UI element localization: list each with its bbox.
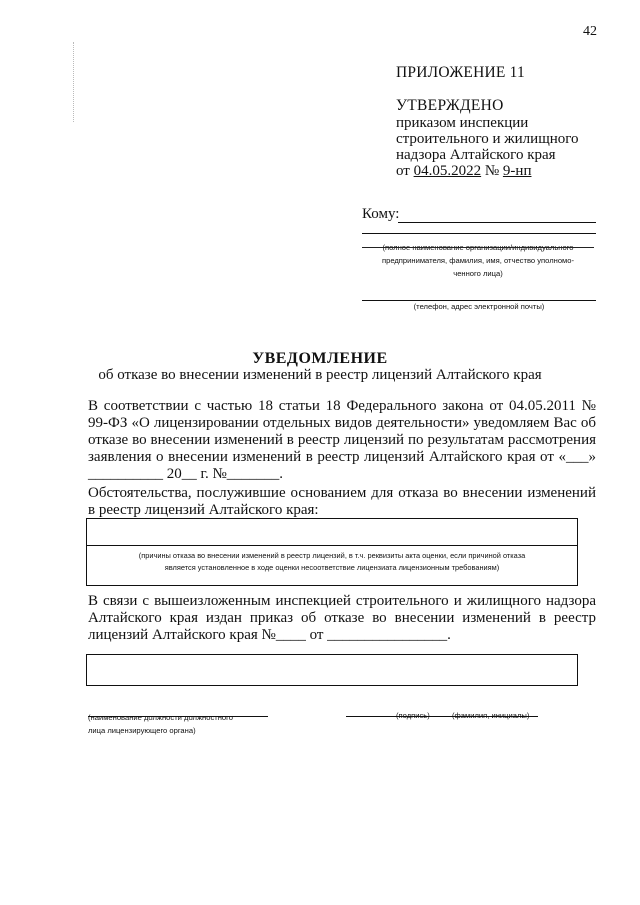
appendix-label: ПРИЛОЖЕНИЕ 11 xyxy=(396,64,525,81)
reasons-hint xyxy=(92,550,572,574)
contact-hint: (телефон, адрес электронной почты) xyxy=(413,302,545,311)
approval-text: приказом инспекции строительного и жилищного надзора Алтайского края xyxy=(396,115,579,163)
order-box[interactable] xyxy=(86,654,578,686)
recipient-hint-line: (полное наименование организации/индивидуального xyxy=(382,243,574,252)
date-prefix: от xyxy=(396,163,414,179)
number-prefix: № xyxy=(481,163,503,179)
reasons-box-divider xyxy=(86,545,578,546)
signature-hint: (подпись) xyxy=(396,711,430,720)
reasons-hint-line: является установленное в ходе оценки несоответствие лицензиата лицензионным требованиям) xyxy=(164,563,500,572)
scan-margin-mark xyxy=(73,42,75,122)
recipient-line xyxy=(398,222,596,223)
position-hint-line: (наименование должности должностного xyxy=(88,713,233,722)
document-subtitle: об отказе во внесении изменений в реестр лицензий Алтайского края xyxy=(98,367,542,383)
document-title: УВЕДОМЛЕНИЕ xyxy=(252,350,388,367)
recipient-hint-line: ченного лица) xyxy=(453,269,503,278)
position-hint-line: лица лицензирующего органа) xyxy=(88,726,196,735)
recipient-line-2 xyxy=(362,233,596,234)
contact-line xyxy=(362,300,596,301)
page-number: 42 xyxy=(583,24,597,39)
paragraph-order: В связи с вышеизложенным инспекцией строительного и жилищного надзора Алтайского края издан приказ об отказе во внесении изменений в реестр лицензий Алтайского края №____ от ________________. xyxy=(88,593,596,643)
paragraph-notice: В соответствии с частью 18 статьи 18 Федерального закона от 04.05.2011 № 99-ФЗ «О лицензировании отдельных видов деятельности» уведомляем Вас об отказе во внесении изменений в реестр лицензий по результатам рассмотрения заявления о внесении изменений в реестр лицензий Алтайского края от «___» __________ 20__ г. №_______. xyxy=(88,398,596,482)
reasons-hint-line: (причины отказа во внесении изменений в реестр лицензий, в т.ч. реквизиты акта оценки, если причиной отказа xyxy=(138,551,526,560)
approval-number: 9-нп xyxy=(502,163,532,179)
approval-block xyxy=(396,115,616,179)
paragraph-reasons: Обстоятельства, послужившие основанием для отказа во внесении изменений в реестр лицензий Алтайского края: xyxy=(88,485,596,518)
strike-line xyxy=(362,247,594,248)
recipient-label: Кому: xyxy=(362,206,400,222)
position-hint xyxy=(88,711,233,737)
name-hint: (фамилия, инициалы) xyxy=(452,711,530,720)
recipient-hint-line: предпринимателя, фамилия, имя, отчество уполномо- xyxy=(381,256,575,265)
approval-date: 04.05.2022 xyxy=(413,163,482,179)
approved-label: УТВЕРЖДЕНО xyxy=(396,97,504,114)
